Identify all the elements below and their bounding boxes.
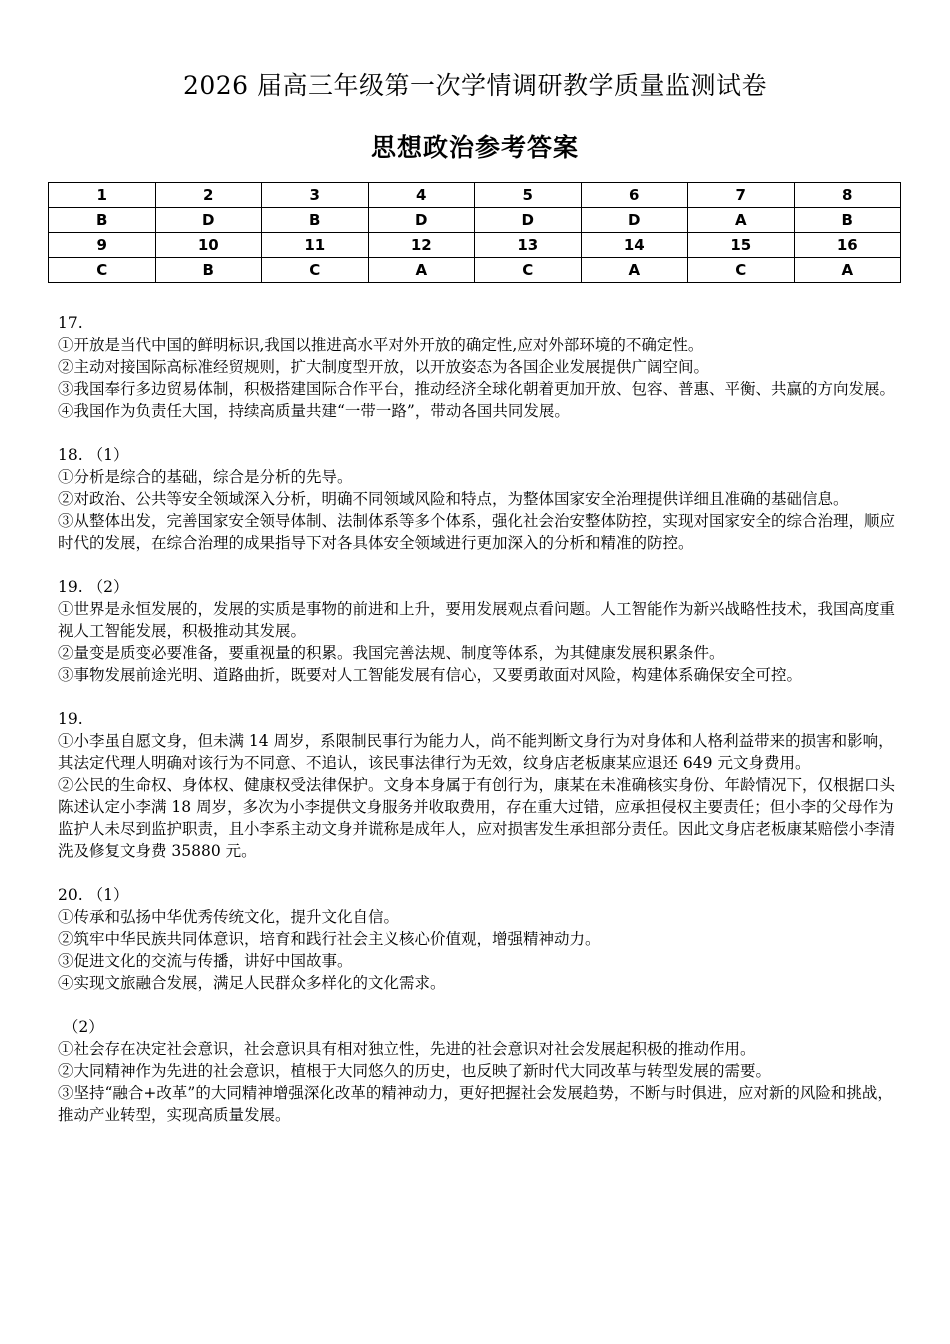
section-heading: （2）	[58, 1018, 104, 1036]
question-number-cell: 14	[581, 233, 688, 258]
answer-cell: B	[49, 208, 156, 233]
answer-cell: C	[475, 258, 582, 283]
answer-row	[49, 258, 901, 283]
answer-cell: C	[262, 258, 369, 283]
answer-point: ③坚持“融合+改革”的大同精神增强深化改革的精神动力，更好把握社会发展趋势，不断与时俱进，应对新的风险和挑战，推动产业转型，实现高质量发展。	[58, 1084, 893, 1124]
answer-point: ①开放是当代中国的鲜明标识,我国以推进高水平对外开放的确定性,应对外部环境的不确定性。	[58, 336, 704, 354]
exam-title: 2026 届高三年级第一次学情调研教学质量监测试卷	[182, 71, 768, 100]
answer-cell: B	[262, 208, 369, 233]
answer-key-title: 思想政治参考答案	[370, 133, 579, 162]
answer-section	[58, 1016, 896, 1126]
question-number-cell: 12	[368, 233, 475, 258]
section-heading: 19.	[58, 710, 83, 728]
answer-point: ④我国作为负责任大国，持续高质量共建“一带一路”，带动各国共同发展。	[58, 402, 570, 420]
multiple-choice-answer-table	[48, 182, 901, 283]
question-number-cell: 1	[49, 183, 156, 208]
answer-point: ②主动对接国际高标准经贸规则，扩大制度型开放，以开放姿态为各国企业发展提供广阔空间。	[58, 358, 710, 376]
answer-section	[58, 708, 896, 862]
answer-point: ④实现文旅融合发展，满足人民群众多样化的文化需求。	[58, 974, 446, 992]
answer-cell: D	[368, 208, 475, 233]
answer-cell: C	[688, 258, 795, 283]
section-heading: 20. （1）	[58, 886, 129, 904]
question-number-cell: 6	[581, 183, 688, 208]
answer-point: ③促进文化的交流与传播，讲好中国故事。	[58, 952, 353, 970]
answer-cell: B	[155, 258, 262, 283]
answer-point: ②量变是质变必要准备，要重视量的积累。我国完善法规、制度等体系，为其健康发展积累条件。	[58, 644, 725, 662]
answer-point: ③我国奉行多边贸易体制，积极搭建国际合作平台，推动经济全球化朝着更加开放、包容、普惠、平衡、共赢的方向发展。	[58, 380, 896, 398]
answer-section	[58, 444, 896, 554]
question-number-cell: 9	[49, 233, 156, 258]
question-number-cell: 2	[155, 183, 262, 208]
answer-point: ②对政治、公共等安全领域深入分析，明确不同领域风险和特点，为整体国家安全治理提供详细且准确的基础信息。	[58, 490, 849, 508]
answer-cell: A	[581, 258, 688, 283]
answer-point: ①世界是永恒发展的，发展的实质是事物的前进和上升，要用发展观点看问题。人工智能作为新兴战略性技术，我国高度重视人工智能发展，积极推动其发展。	[58, 600, 896, 640]
answer-cell: D	[475, 208, 582, 233]
question-number-row	[49, 183, 901, 208]
answer-point: ②大同精神作为先进的社会意识，植根于大同悠久的历史，也反映了新时代大同改革与转型发展的需要。	[58, 1062, 772, 1080]
answer-section	[58, 576, 896, 686]
question-number-cell: 8	[794, 183, 901, 208]
answer-point: ③事物发展前途光明、道路曲折，既要对人工智能发展有信心，又要勇敢面对风险，构建体系确保安全可控。	[58, 666, 803, 684]
question-number-cell: 15	[688, 233, 795, 258]
answer-point: ①小李虽自愿文身，但未满 14 周岁，系限制民事行为能力人，尚不能判断文身行为对身体和人格利益带来的损害和影响，其法定代理人明确对该行为不同意、不追认，该民事法律行为无效，纹身店老板康某应退还 649 元文身费用。	[58, 732, 894, 772]
question-number-cell: 11	[262, 233, 369, 258]
question-number-cell: 13	[475, 233, 582, 258]
answer-point: ②公民的生命权、身体权、健康权受法律保护。文身本身属于有创行为，康某在未准确核实身份、年龄情况下，仅根据口头陈述认定小李满 18 周岁，多次为小李提供文身服务并收取费用，存在重大过错，应承担侵权主要责任；但小李的父母作为监护人未尽到监护职责，且小李系主动文身并谎称是成年人，应对损害发生承担部分责任。因此文身店老板康某赔偿小李清洗及修复文身费 35880 元。	[58, 776, 896, 860]
question-number-cell: 3	[262, 183, 369, 208]
answer-cell: D	[581, 208, 688, 233]
answer-cell: A	[794, 258, 901, 283]
question-number-cell: 4	[368, 183, 475, 208]
answer-cell: D	[155, 208, 262, 233]
answer-row	[49, 208, 901, 233]
answer-section	[58, 884, 896, 994]
answer-point: ③从整体出发，完善国家安全领导体制、法制体系等多个体系，强化社会治安整体防控，实现对国家安全的综合治理，顺应时代的发展，在综合治理的成果指导下对各具体安全领域进行更加深入的分析和精准的防控。	[58, 512, 896, 552]
question-number-cell: 7	[688, 183, 795, 208]
section-heading: 18. （1）	[58, 446, 129, 464]
answer-cell: C	[49, 258, 156, 283]
answer-point: ②筑牢中华民族共同体意识，培育和践行社会主义核心价值观，增强精神动力。	[58, 930, 601, 948]
section-heading: 17.	[58, 314, 83, 332]
answer-content	[58, 312, 896, 1148]
question-number-cell: 16	[794, 233, 901, 258]
section-heading: 19. （2）	[58, 578, 129, 596]
question-number-cell: 5	[475, 183, 582, 208]
answer-point: ①分析是综合的基础，综合是分析的先导。	[58, 468, 353, 486]
answer-point: ①社会存在决定社会意识，社会意识具有相对独立性，先进的社会意识对社会发展起积极的推动作用。	[58, 1040, 756, 1058]
question-number-cell: 10	[155, 233, 262, 258]
answer-cell: A	[688, 208, 795, 233]
question-number-row	[49, 233, 901, 258]
answer-cell: A	[368, 258, 475, 283]
answer-cell: B	[794, 208, 901, 233]
answer-point: ①传承和弘扬中华优秀传统文化，提升文化自信。	[58, 908, 400, 926]
answer-section	[58, 312, 896, 422]
